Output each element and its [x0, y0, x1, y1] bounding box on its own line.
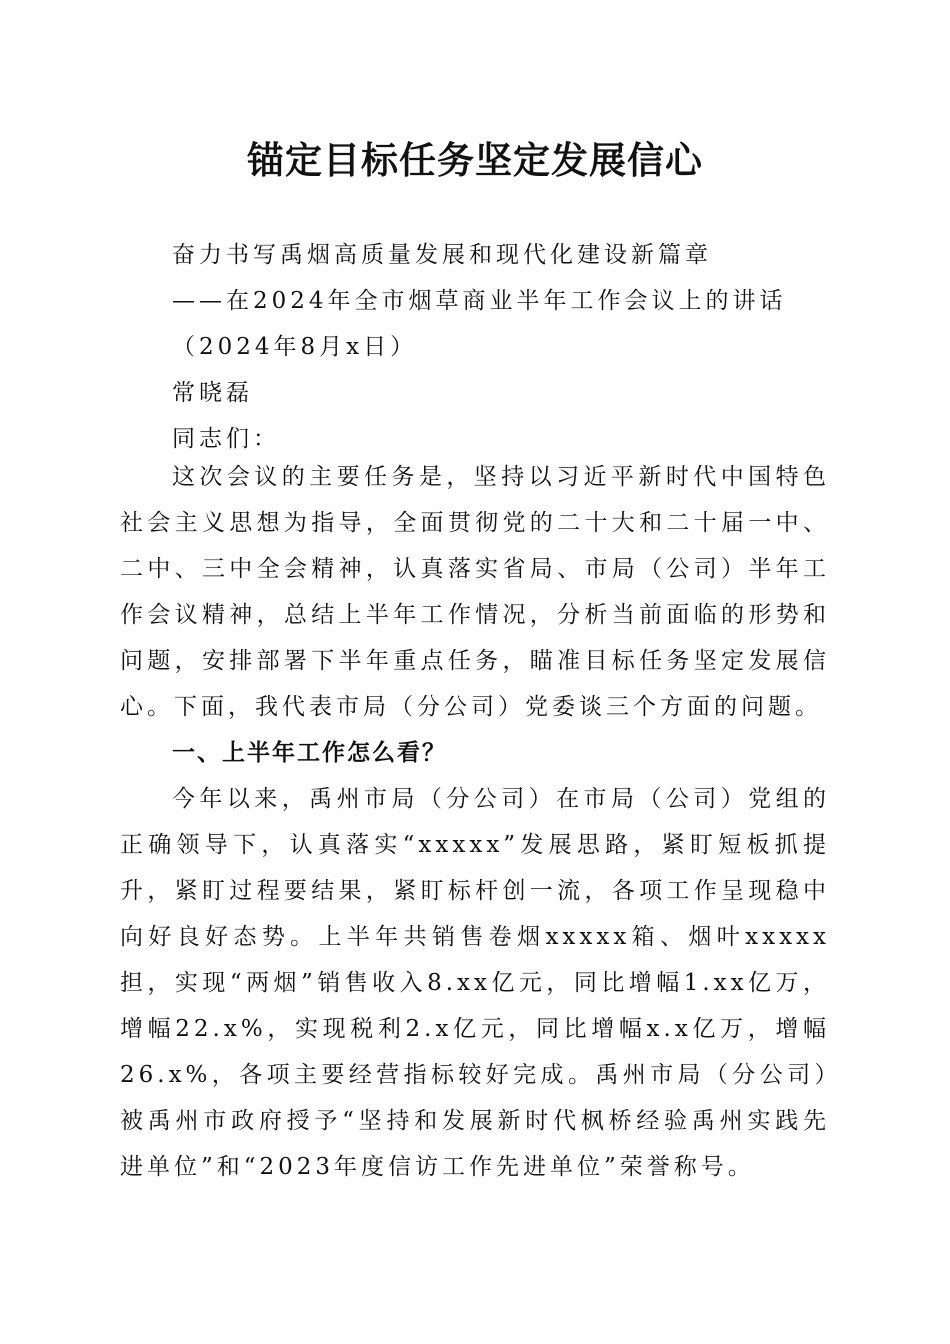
- section1-heading: 一、上半年工作怎么看？: [172, 740, 447, 766]
- document-body: [120, 454, 830, 1190]
- document-header-block: [120, 232, 830, 462]
- document-occasion: ——在2024年全市烟草商业半年工作会议上的讲话: [172, 288, 787, 314]
- section1-paragraph: 今年以来，禹州市局（分公司）在市局（公司）党组的正确领导下，认真落实“xxxxx”发展思路，紧盯短板抓提升，紧盯过程要结果，紧盯标杆创一流，各项工作呈现稳中向好良好态势。上半年共销售卷烟xxxxx箱、烟叶xxxxx担，实现“两烟”销售收入8.xx亿元，同比增幅1.xx亿万，增幅22.x%，实现税利2.x亿元，同比增幅x.x亿万，增幅26.x%，各项主要经营指标较好完成。禹州市局（分公司）被禹州市政府授予“坚持和发展新时代枫桥经验禹州实践先进单位”和“2023年度信访工作先进单位”荣誉称号。: [120, 786, 830, 1180]
- document-speaker: 常晓磊: [172, 380, 253, 406]
- document-date: （2024年8月x日）: [172, 334, 418, 360]
- document-title: 锚定目标任务坚定发展信心: [247, 138, 703, 182]
- intro-paragraph: 这次会议的主要任务是，坚持以习近平新时代中国特色社会主义思想为指导，全面贯彻党的二十大和二十届一中、二中、三中全会精神，认真落实省局、市局（公司）半年工作会议精神，总结上半年工作情况，分析当前面临的形势和问题，安排部署下半年重点任务，瞄准目标任务坚定发展信心。下面，我代表市局（分公司）党委谈三个方面的问题。: [120, 464, 830, 720]
- document-subtitle: 奋力书写禹烟高质量发展和现代化建设新篇章: [172, 242, 712, 268]
- document-salutation: 同志们：: [172, 426, 280, 452]
